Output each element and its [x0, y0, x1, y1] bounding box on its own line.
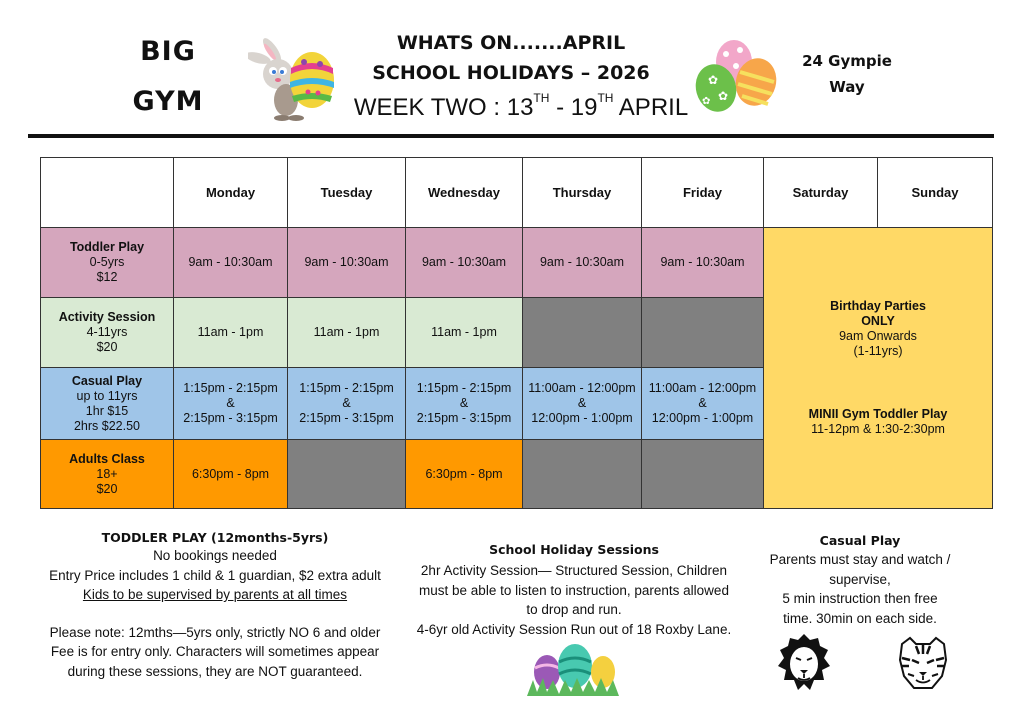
party-title: Birthday Parties: [830, 299, 926, 313]
time-slot: 11:00am - 12:00pm & 12:00pm - 1:00pm: [523, 368, 642, 440]
brand-logo-line2: GYM: [132, 86, 204, 117]
toddler-info-line: Fee is for entry only. Characters will sometimes appear: [50, 644, 380, 659]
closed-slot: [523, 298, 642, 368]
time-slot: 9am - 10:30am: [174, 228, 288, 298]
holiday-info-line: 2hr Activity Session— Structured Session, Children: [420, 563, 728, 578]
toddler-info-line: during these sessions, they are NOT guaranteed.: [67, 663, 363, 679]
holiday-info: [396, 542, 752, 639]
toddler-info-line: No bookings needed: [153, 548, 277, 563]
toddler-info-line: Entry Price includes 1 child & 1 guardian, $2 extra adult: [49, 567, 381, 583]
table-header-row: [41, 158, 993, 228]
svg-text:✿: ✿: [702, 96, 711, 107]
time-slot: 1:15pm - 2:15pm & 2:15pm - 3:15pm: [174, 368, 288, 440]
casual-info-line: 5 min instruction then free: [782, 591, 938, 606]
easter-eggs-icon: [690, 36, 782, 116]
week-title: WEEK TWO : 13TH - 19TH APRIL: [353, 91, 689, 121]
day-header: Monday: [174, 158, 288, 228]
casual-info-line: time. 30min on each side.: [783, 610, 937, 626]
day-header: Thursday: [523, 158, 642, 228]
toddler-info: [30, 530, 400, 681]
holiday-info-line: 4-6yr old Activity Session Run out of 18 Roxby Lane.: [416, 621, 732, 637]
row-label-adults-class: Adults Class 18+ $20: [41, 440, 174, 509]
day-header: Wednesday: [406, 158, 523, 228]
weekend-cell: [764, 228, 993, 509]
svg-text:✿: ✿: [708, 73, 719, 87]
table-row: [41, 228, 993, 298]
header-corner-cell: [41, 158, 174, 228]
header-divider: [28, 134, 994, 138]
day-header: Tuesday: [288, 158, 406, 228]
easter-eggs-grass-icon: [525, 640, 621, 696]
time-slot: 11am - 1pm: [174, 298, 288, 368]
tiger-icon: [894, 634, 952, 692]
holiday-info-line: to drop and run.: [526, 602, 622, 617]
row-label-casual-play: Casual Play up to 11yrs 1hr $15 2hrs $22.50: [41, 368, 174, 440]
day-header: Saturday: [764, 158, 878, 228]
time-slot: 1:15pm - 2:15pm & 2:15pm - 3:15pm: [406, 368, 523, 440]
row-label-activity-session: Activity Session 4-11yrs $20: [41, 298, 174, 368]
time-slot: 6:30pm - 8pm: [174, 440, 288, 509]
time-slot: 6:30pm - 8pm: [406, 440, 523, 509]
casual-info-line: Parents must stay and watch /: [769, 552, 951, 567]
title-line2: SCHOOL HOLIDAYS – 2026: [372, 62, 650, 84]
time-slot: 11:00am - 12:00pm & 12:00pm - 1:00pm: [642, 368, 764, 440]
time-slot: 9am - 10:30am: [288, 228, 406, 298]
time-slot: 1:15pm - 2:15pm & 2:15pm - 3:15pm: [288, 368, 406, 440]
time-slot: 11am - 1pm: [288, 298, 406, 368]
lion-icon: [776, 632, 832, 694]
casual-info-line: supervise,: [829, 571, 891, 587]
svg-text:✿: ✿: [718, 89, 729, 103]
holiday-info-line: must be able to listen to instruction, parents allowed: [419, 582, 729, 598]
time-slot: 9am - 10:30am: [523, 228, 642, 298]
closed-slot: [642, 298, 764, 368]
toddler-info-line: Kids to be supervised by parents at all times: [82, 587, 348, 602]
closed-slot: [642, 440, 764, 509]
party-ages: (1-11yrs): [853, 344, 903, 358]
day-header: Friday: [642, 158, 764, 228]
holiday-info-title: School Holiday Sessions: [489, 542, 659, 557]
closed-slot: [523, 440, 642, 509]
toddler-info-line: Please note: 12mths—5yrs only, strictly NO 6 and older: [49, 624, 381, 640]
time-slot: 9am - 10:30am: [642, 228, 764, 298]
toddler-info-title: TODDLER PLAY (12months-5yrs): [101, 530, 329, 545]
title-line1: WHATS ON.......APRIL: [396, 32, 626, 54]
address: 24 Gympie Way: [802, 52, 892, 96]
party-time: 9am Onwards: [839, 329, 917, 343]
time-slot: 11am - 1pm: [406, 298, 523, 368]
party-only: ONLY: [861, 314, 895, 328]
mini-gym-time: 11-12pm & 1:30-2:30pm: [811, 422, 945, 436]
mini-gym-title: MINII Gym Toddler Play: [808, 407, 948, 421]
row-label-toddler-play: Toddler Play 0-5yrs $12: [41, 228, 174, 298]
casual-info: [760, 533, 960, 628]
time-slot: 9am - 10:30am: [406, 228, 523, 298]
casual-info-title: Casual Play: [819, 533, 901, 548]
brand-logo-line1: BIG: [140, 36, 196, 67]
day-header: Sunday: [878, 158, 993, 228]
closed-slot: [288, 440, 406, 509]
schedule-table: [40, 157, 993, 509]
